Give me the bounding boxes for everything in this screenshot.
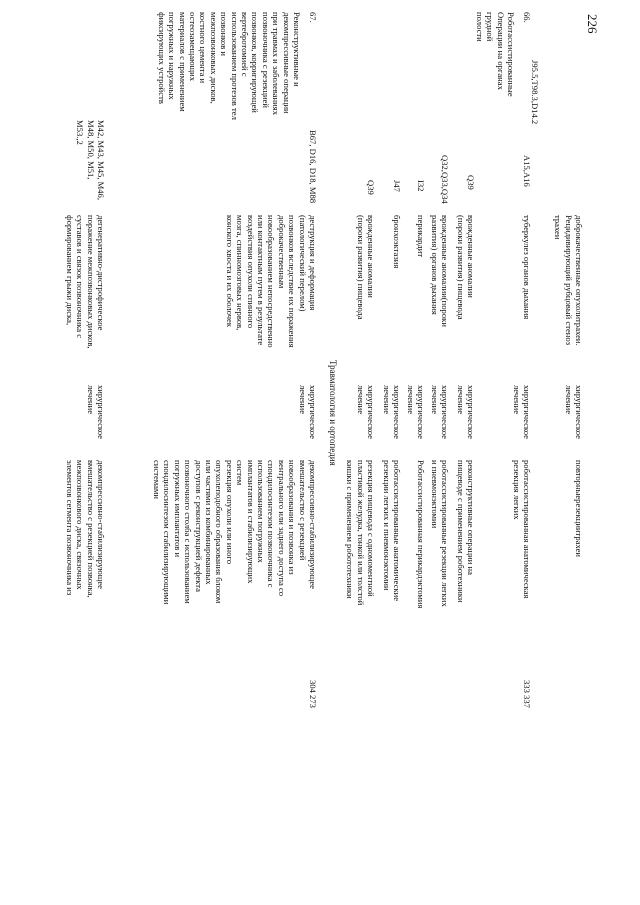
row-type: хирургическое лечение [85,385,106,439]
row-model: дегенеративно-дистрофическое поражение межпозвонковых дисков, суставов и связок позвоночника с формированием грыжи диска, [64,215,106,349]
row-codes: Q39 [366,180,376,195]
row-type: хирургическое лечение [563,385,584,439]
row-codes: J95.5,T98.3,D14.2 [530,60,540,125]
row-model: бронхоэктазия [392,215,402,269]
row-type: хирургическое лечение [297,385,318,439]
row-type: хирургическое лечение [355,385,376,439]
row-codes: Q39 [466,175,476,190]
row-type: хирургическое лечение [429,385,450,439]
row-name: Реконструктивные и декомпрессивные операции при травмах и заболеваниях позвоночника с резекцией позвонков, корригирующей вертебротомией с использованием протезов тел позвонков и межпозвонковых дисков, костного цемента и остеозамещающих материалов с применением погружных и наружных фиксирующих устройств [156,12,302,120]
row-model: туберкулез органов дыхания [522,215,532,320]
row-model: доброкачественные опухолитрахеи. Рецидивирующий рубцовый стеноз трахеи [553,215,584,346]
document-table [28,12,588,900]
row-method: декомпрессивно-стабилизирующее вмешательство с резекцией позвонка, межпозвонкового диска, связочных элементов сегмента позвоночника из [64,460,106,598]
row-codes: Q32,Q33,Q34 [440,155,450,204]
row-method: реконструктивные операции на пищеводе с применением роботехники [455,460,476,603]
row-method: повторныерезекциитрахеи [574,460,584,558]
row-norm: 304 273 [308,680,318,708]
row-method: Роботассистированная перикардэктомия [416,460,426,609]
row-model: врожденные аномалии(пороки развития) органов дыхания [429,215,450,327]
row-method: декомпрессивно-стабилизирующее вмешательство с резекцией новообразования и позвонка из вентрального или заднего доступа со спондилосинтезом позвоночника с использованием погружных имплантатов и стабилизирующих систем резекция опухоли или иного опухолеподобного образования блоком или частями из комбинированных доступов с реконструкцией дефекта позвоночного столба с использованием погружных имплантатов и спондилосинтезом стабилизирующими системами [151,460,318,605]
row-model: врожденные аномалии (пороки развития) пищевода [355,215,376,320]
row-name: Роботассистированные Операции на органах грудной полости [474,12,516,97]
row-norm: 333 337 [522,680,532,708]
row-model: деструкция и деформация (патологический перелом) позвонков вследствие их поражения доброкачественным новообразованием непосредственно или контактным путем в результате воздействия опухоли спинного мозга, спинномозговых нервов, конского хвоста и их оболочек [224,215,318,348]
row-type: хирургическое лечение [381,385,402,439]
row-type: хирургическое лечение [405,385,426,439]
row-method: роботассистированные анатомические резекции легких и пневмонэктомии [381,460,402,602]
row-codes: B67, D16, D18, M88 [308,130,318,204]
row-method: роботассистированные резекции легких и пневмонэктомии [429,460,450,607]
row-type: хирургическое лечение [511,385,532,439]
row-type: хирургическое лечение [455,385,476,439]
row-codes: M42, M43, M45, M46, M48, M50, M51, M53.,2 [75,120,106,200]
row-method: роботассистированная анатомическая резекция легких [511,460,532,599]
row-model: врожденные аномалии (пороки развития) пищевода [455,215,476,320]
row-number: 67. [308,12,318,23]
page-number: 226 [585,14,600,34]
section-title: Травматология и ортопедия [328,360,338,466]
row-codes: A15,A16 [522,155,532,187]
row-codes: J47 [392,180,402,192]
row-model: перикардит [416,215,426,258]
row-method: резекция пищевода с одномоментной пластикой желудка, тонкой или толстой кишки с применением робототехники [345,460,376,606]
row-codes: I32 [416,180,426,192]
row-number: 66. [522,12,532,23]
